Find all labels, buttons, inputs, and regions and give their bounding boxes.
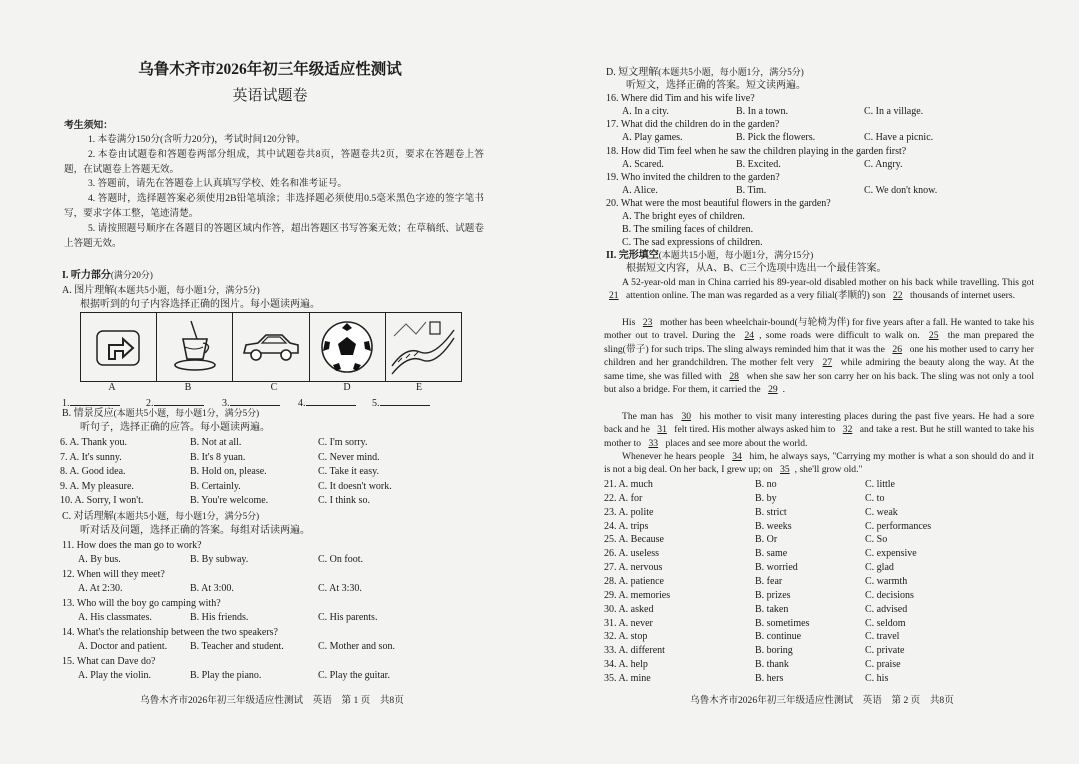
cloze-option[interactable]: C. to xyxy=(865,492,885,504)
passage-paragraph-3: The man has 30 his mother to visit many interesting places during the past five years. He had a sore back and he 31 felt tired. His mother always asked him to 32 and take a rest. But he still wanted to take his mother to 33 places and see more about the world. xyxy=(604,411,1034,449)
q20-option[interactable]: C. The sad expressions of children. xyxy=(622,237,763,248)
blank-31[interactable]: 31 xyxy=(657,424,667,436)
answer-option[interactable]: C. Take it easy. xyxy=(318,466,379,478)
blank-35[interactable]: 35 xyxy=(780,464,790,476)
notice-item: 2. 本卷由试题卷和答题卷两部分组成，其中试题卷共8页，答题卷共2页，要求在答题卷上答题，在试题卷上答题无效。 xyxy=(64,148,484,175)
cloze-option[interactable]: 30. A. asked xyxy=(604,603,654,615)
cloze-option[interactable]: C. glad xyxy=(865,562,894,574)
cloze-option[interactable]: B. worried xyxy=(755,562,798,574)
answer-option[interactable]: A. In a city. xyxy=(622,106,669,117)
answer-blank[interactable]: 5. xyxy=(372,395,430,410)
notice-item: 5. 请按照题号顺序在各题目的答题区域内作答，超出答题区书写答案无效；在草稿纸、试题卷上答题无效。 xyxy=(64,222,484,249)
answer-option[interactable]: A. Doctor and patient. xyxy=(78,641,168,652)
picture-b xyxy=(157,313,233,381)
cloze-option[interactable]: 32. A. stop xyxy=(604,631,648,643)
cloze-option[interactable]: 35. A. mine xyxy=(604,672,651,684)
blank-30[interactable]: 30 xyxy=(681,411,692,422)
answer-option[interactable]: 6. A. Thank you. xyxy=(60,437,128,448)
picture-label: D xyxy=(343,382,351,393)
picture-label: A xyxy=(108,382,116,393)
answer-option[interactable]: C. Never mind. xyxy=(318,451,380,463)
blank-34[interactable]: 34 xyxy=(732,451,742,462)
answer-option[interactable]: C. On foot. xyxy=(318,554,363,565)
cloze-option[interactable]: B. prizes xyxy=(755,589,791,601)
cloze-option[interactable]: C. decisions xyxy=(865,589,914,601)
cloze-option[interactable]: C. So xyxy=(865,534,888,546)
secC-heading: C. 对话理解(本题共5小题，每小题1分，满分5分) xyxy=(62,511,260,522)
answer-blank[interactable]: 4. xyxy=(298,395,356,410)
cloze-option[interactable]: B. Or xyxy=(755,534,778,546)
cloze-option[interactable]: 26. A. useless xyxy=(604,548,659,560)
cloze-option[interactable]: B. taken xyxy=(755,603,789,615)
answer-blank[interactable]: 3. xyxy=(222,395,280,410)
q20-option[interactable]: B. The smiling faces of children. xyxy=(622,224,754,235)
question-text: 11. How does the man go to work? xyxy=(62,540,202,551)
passage-paragraph-1: A 52-year-old man in China carried his 89-year-old disabled mother on his back while travelling. This got 21 attention online. The man was regarded as a very filial(孝顺的) son 22 thousands of internet users. xyxy=(604,276,1034,303)
cloze-option[interactable]: 24. A. trips xyxy=(604,520,649,532)
cloze-option[interactable]: C. seldom xyxy=(865,617,906,629)
cloze-option[interactable]: C. warmth xyxy=(865,575,908,587)
passage-paragraph-4: Whenever he hears people 34 him, he always says, "Carrying my mother is what a son should do and it is not a big deal. On her back, I grew up; on 35 , she'll grow old." xyxy=(604,451,1035,476)
answer-option[interactable]: A. Alice. xyxy=(622,185,658,197)
page-footer: 乌鲁木齐市2026年初三年级适应性测试 英语 第 2 页 共8页 xyxy=(690,695,954,706)
answer-option[interactable]: B. You're welcome. xyxy=(190,495,269,507)
question-text: 16. Where did Tim and his wife live? xyxy=(606,93,755,104)
picture-label: E xyxy=(415,382,423,393)
secB-heading: B. 情景反应(本题共5小题，每小题1分，满分5分) xyxy=(62,408,260,419)
picture-c xyxy=(233,313,309,381)
cloze-option[interactable]: 34. A. help xyxy=(604,659,648,671)
cloze-option[interactable]: 21. A. much xyxy=(604,479,653,490)
picture-e xyxy=(386,313,461,381)
notice-item: 3. 答题前，请先在答题卷上认真填写学校、姓名和准考证号。 xyxy=(88,178,348,190)
question-text: 19. Who invited the children to the garden? xyxy=(606,172,780,184)
answer-option[interactable]: B. In a town. xyxy=(736,106,788,117)
q20-option[interactable]: A. The bright eyes of children. xyxy=(622,211,745,222)
blank-26[interactable]: 26 xyxy=(892,343,903,355)
cloze-option[interactable]: C. little xyxy=(865,479,895,490)
cloze-option[interactable]: C. weak xyxy=(865,506,898,518)
answer-option[interactable]: C. In a village. xyxy=(864,106,924,117)
secD-instruction: 听短文，选择正确的答案。短文读两遍。 xyxy=(626,80,806,91)
question-text: 18. How did Tim feel when he saw the children playing in the garden first? xyxy=(606,145,907,157)
cloze-option[interactable]: C. performances xyxy=(865,520,932,532)
answer-option[interactable]: B. His friends. xyxy=(190,612,249,623)
question-20: 20. What were the most beautiful flowers in the garden? xyxy=(606,198,831,209)
picture-row xyxy=(80,312,462,382)
secD-heading: D. 短文理解(本题共5小题，每小题1分，满分5分) xyxy=(606,67,804,78)
cloze-option[interactable]: B. boring xyxy=(755,645,793,657)
exam-title: 乌鲁木齐市2026年初三年级适应性测试 xyxy=(138,61,402,78)
answer-option[interactable]: B. Pick the flowers. xyxy=(736,132,816,144)
answer-option[interactable]: A. His classmates. xyxy=(78,612,152,623)
answer-option[interactable]: C. We don't know. xyxy=(864,185,938,197)
secA-instruction: 根据听到的句子内容选择正确的图片。每小题读两遍。 xyxy=(80,299,320,310)
answer-blank[interactable]: 1. xyxy=(62,395,120,410)
answer-option[interactable]: B. Excited. xyxy=(736,158,781,170)
turn-right-arrow-icon xyxy=(95,325,143,369)
answer-option[interactable]: C. It doesn't work. xyxy=(318,480,392,492)
blank-24[interactable]: 24 xyxy=(744,330,755,342)
part2-instruction: 根据短文内容，从A、B、C三个选项中选出一个最佳答案。 xyxy=(626,263,887,274)
answer-option[interactable]: A. At 2:30. xyxy=(78,583,123,594)
picture-a xyxy=(81,313,157,381)
picture-d xyxy=(310,313,386,381)
cloze-option[interactable]: B. no xyxy=(755,479,777,490)
blank-22[interactable]: 22 xyxy=(892,290,903,302)
cloze-option[interactable]: B. same xyxy=(755,548,788,560)
passage-paragraph-2: His 23 mother has been wheelchair-bound(与轮椅为伴) for five years after a fall. He wanted to take his mother out to travel. During the 24 , some roads were difficult to walk on. 25 the man prepared the sling(带子) for such trips. The sling always reminded him that it was the 26 one his mother used to carry her children and her grandchildren. The mother felt very 27 while admiring the beauty along the way. At the same time, she was filled with 28 when she saw her son carry her on his back. The sling was not only a tool but also a bridge. For them, it carried the 29 . xyxy=(604,317,1035,396)
notice-item: 1. 本卷满分150分(含听力20分)，考试时间120分钟。 xyxy=(88,134,306,145)
blank-23[interactable]: 23 xyxy=(642,317,653,328)
question-text: 12. When will they meet? xyxy=(62,569,165,580)
answer-option[interactable]: A. Play the violin. xyxy=(78,670,152,681)
cloze-option[interactable]: 33. A. different xyxy=(604,645,665,657)
blank-29[interactable]: 29 xyxy=(768,384,778,396)
cloze-option[interactable]: B. thank xyxy=(755,659,789,671)
part1-heading: I. 听力部分(满分20分) xyxy=(62,270,153,281)
answer-option[interactable]: 10. A. Sorry, I won't. xyxy=(60,495,144,507)
great-wall-icon xyxy=(390,316,456,378)
blank-32[interactable]: 32 xyxy=(842,424,853,436)
answer-option[interactable]: B. By subway. xyxy=(190,554,249,565)
answer-option[interactable]: 7. A. It's sunny. xyxy=(60,451,122,463)
part2-heading: II. 完形填空(本题共15小题，每小题1分，满分15分) xyxy=(606,250,814,261)
cloze-option[interactable]: 28. A. patience xyxy=(604,575,664,587)
answer-option[interactable]: C. Angry. xyxy=(864,158,903,170)
answer-option[interactable]: A. By bus. xyxy=(78,554,121,565)
cloze-option[interactable]: B. sometimes xyxy=(755,617,810,629)
exam-subtitle: 英语试题卷 xyxy=(232,88,308,104)
answer-option[interactable]: 9. A. My pleasure. xyxy=(60,480,134,492)
notice-item: 4. 答题时，选择题答案必须使用2B铅笔填涂；非选择题必须使用0.5毫米黑色字迹的签字笔书写，要求字体工整，笔迹清楚。 xyxy=(64,193,484,219)
answer-option[interactable]: A. Play games. xyxy=(622,132,683,144)
soccer-ball-icon xyxy=(319,319,375,375)
cloze-option[interactable]: B. continue xyxy=(755,631,802,643)
secC-instruction: 听对话及问题，选择正确的答案。每组对话读两遍。 xyxy=(80,525,310,536)
cloze-option[interactable]: 25. A. Because xyxy=(604,534,664,546)
blank-21[interactable]: 21 xyxy=(609,290,619,302)
cloze-option[interactable]: C. advised xyxy=(865,603,908,615)
blank-25[interactable]: 25 xyxy=(928,330,939,342)
answer-option[interactable]: C. I'm sorry. xyxy=(318,437,368,448)
cloze-option[interactable]: 29. A. memories xyxy=(604,589,671,601)
cloze-option[interactable]: B. by xyxy=(755,492,777,504)
cloze-option[interactable]: C. his xyxy=(865,672,889,684)
answer-option[interactable]: B. Play the piano. xyxy=(190,670,262,681)
picture-label: C xyxy=(270,382,278,393)
answer-option[interactable]: C. At 3:30. xyxy=(318,583,362,594)
cloze-option[interactable]: B. weeks xyxy=(755,520,792,532)
answer-option[interactable]: B. Teacher and student. xyxy=(190,641,284,652)
answer-option[interactable]: 8. A. Good idea. xyxy=(60,466,126,478)
answer-option[interactable]: B. At 3:00. xyxy=(190,583,234,594)
cloze-option[interactable]: 31. A. never xyxy=(604,617,653,629)
tea-cup-icon xyxy=(169,317,221,377)
question-text: 13. Who will the boy go camping with? xyxy=(62,598,221,609)
cloze-option[interactable]: C. private xyxy=(865,645,905,657)
cloze-option[interactable]: C. travel xyxy=(865,631,900,643)
question-text: 15. What can Dave do? xyxy=(62,656,156,667)
answer-option[interactable]: C. Play the guitar. xyxy=(318,670,390,681)
page-footer: 乌鲁木齐市2026年初三年级适应性测试 英语 第 1 页 共8页 xyxy=(140,695,404,706)
cloze-option[interactable]: C. expensive xyxy=(865,548,917,560)
question-text: 17. What did the children do in the garden? xyxy=(606,119,780,131)
answer-option[interactable]: C. Mother and son. xyxy=(318,641,395,652)
blank-33[interactable]: 33 xyxy=(648,437,659,449)
answer-option[interactable]: A. Scared. xyxy=(622,158,664,170)
cloze-option[interactable]: 23. A. polite xyxy=(604,506,654,518)
cloze-option[interactable]: 22. A. for xyxy=(604,492,643,504)
answer-option[interactable]: B. Hold on, please. xyxy=(190,466,267,478)
cloze-option[interactable]: B. fear xyxy=(755,575,783,587)
question-text: 14. What's the relationship between the two speakers? xyxy=(62,627,278,638)
secB-instruction: 听句子，选择正确的应答。每小题读两遍。 xyxy=(80,422,270,433)
notice-heading: 考生须知： xyxy=(64,120,113,131)
notice-list xyxy=(64,133,484,251)
answer-option[interactable]: C. Have a picnic. xyxy=(864,132,934,144)
blank-27[interactable]: 27 xyxy=(822,357,833,369)
answer-option[interactable]: B. Not at all. xyxy=(190,437,242,448)
cloze-option[interactable]: 27. A. nervous xyxy=(604,562,663,574)
picture-label: B xyxy=(184,382,192,393)
cloze-option[interactable]: C. praise xyxy=(865,659,901,671)
answer-option[interactable]: C. I think so. xyxy=(318,495,370,507)
answer-blank[interactable]: 2. xyxy=(146,395,204,410)
cloze-option[interactable]: B. hers xyxy=(755,672,784,684)
answer-option[interactable]: B. Certainly. xyxy=(190,480,241,492)
cloze-option[interactable]: B. strict xyxy=(755,506,787,518)
answer-option[interactable]: C. His parents. xyxy=(318,612,378,623)
blank-28[interactable]: 28 xyxy=(729,370,739,382)
car-icon xyxy=(240,327,302,367)
answer-option[interactable]: B. It's 8 yuan. xyxy=(190,451,246,463)
answer-option[interactable]: B. Tim. xyxy=(736,185,767,197)
secA-heading: A. 图片理解(本题共5小题，每小题1分，满分5分) xyxy=(62,285,260,296)
